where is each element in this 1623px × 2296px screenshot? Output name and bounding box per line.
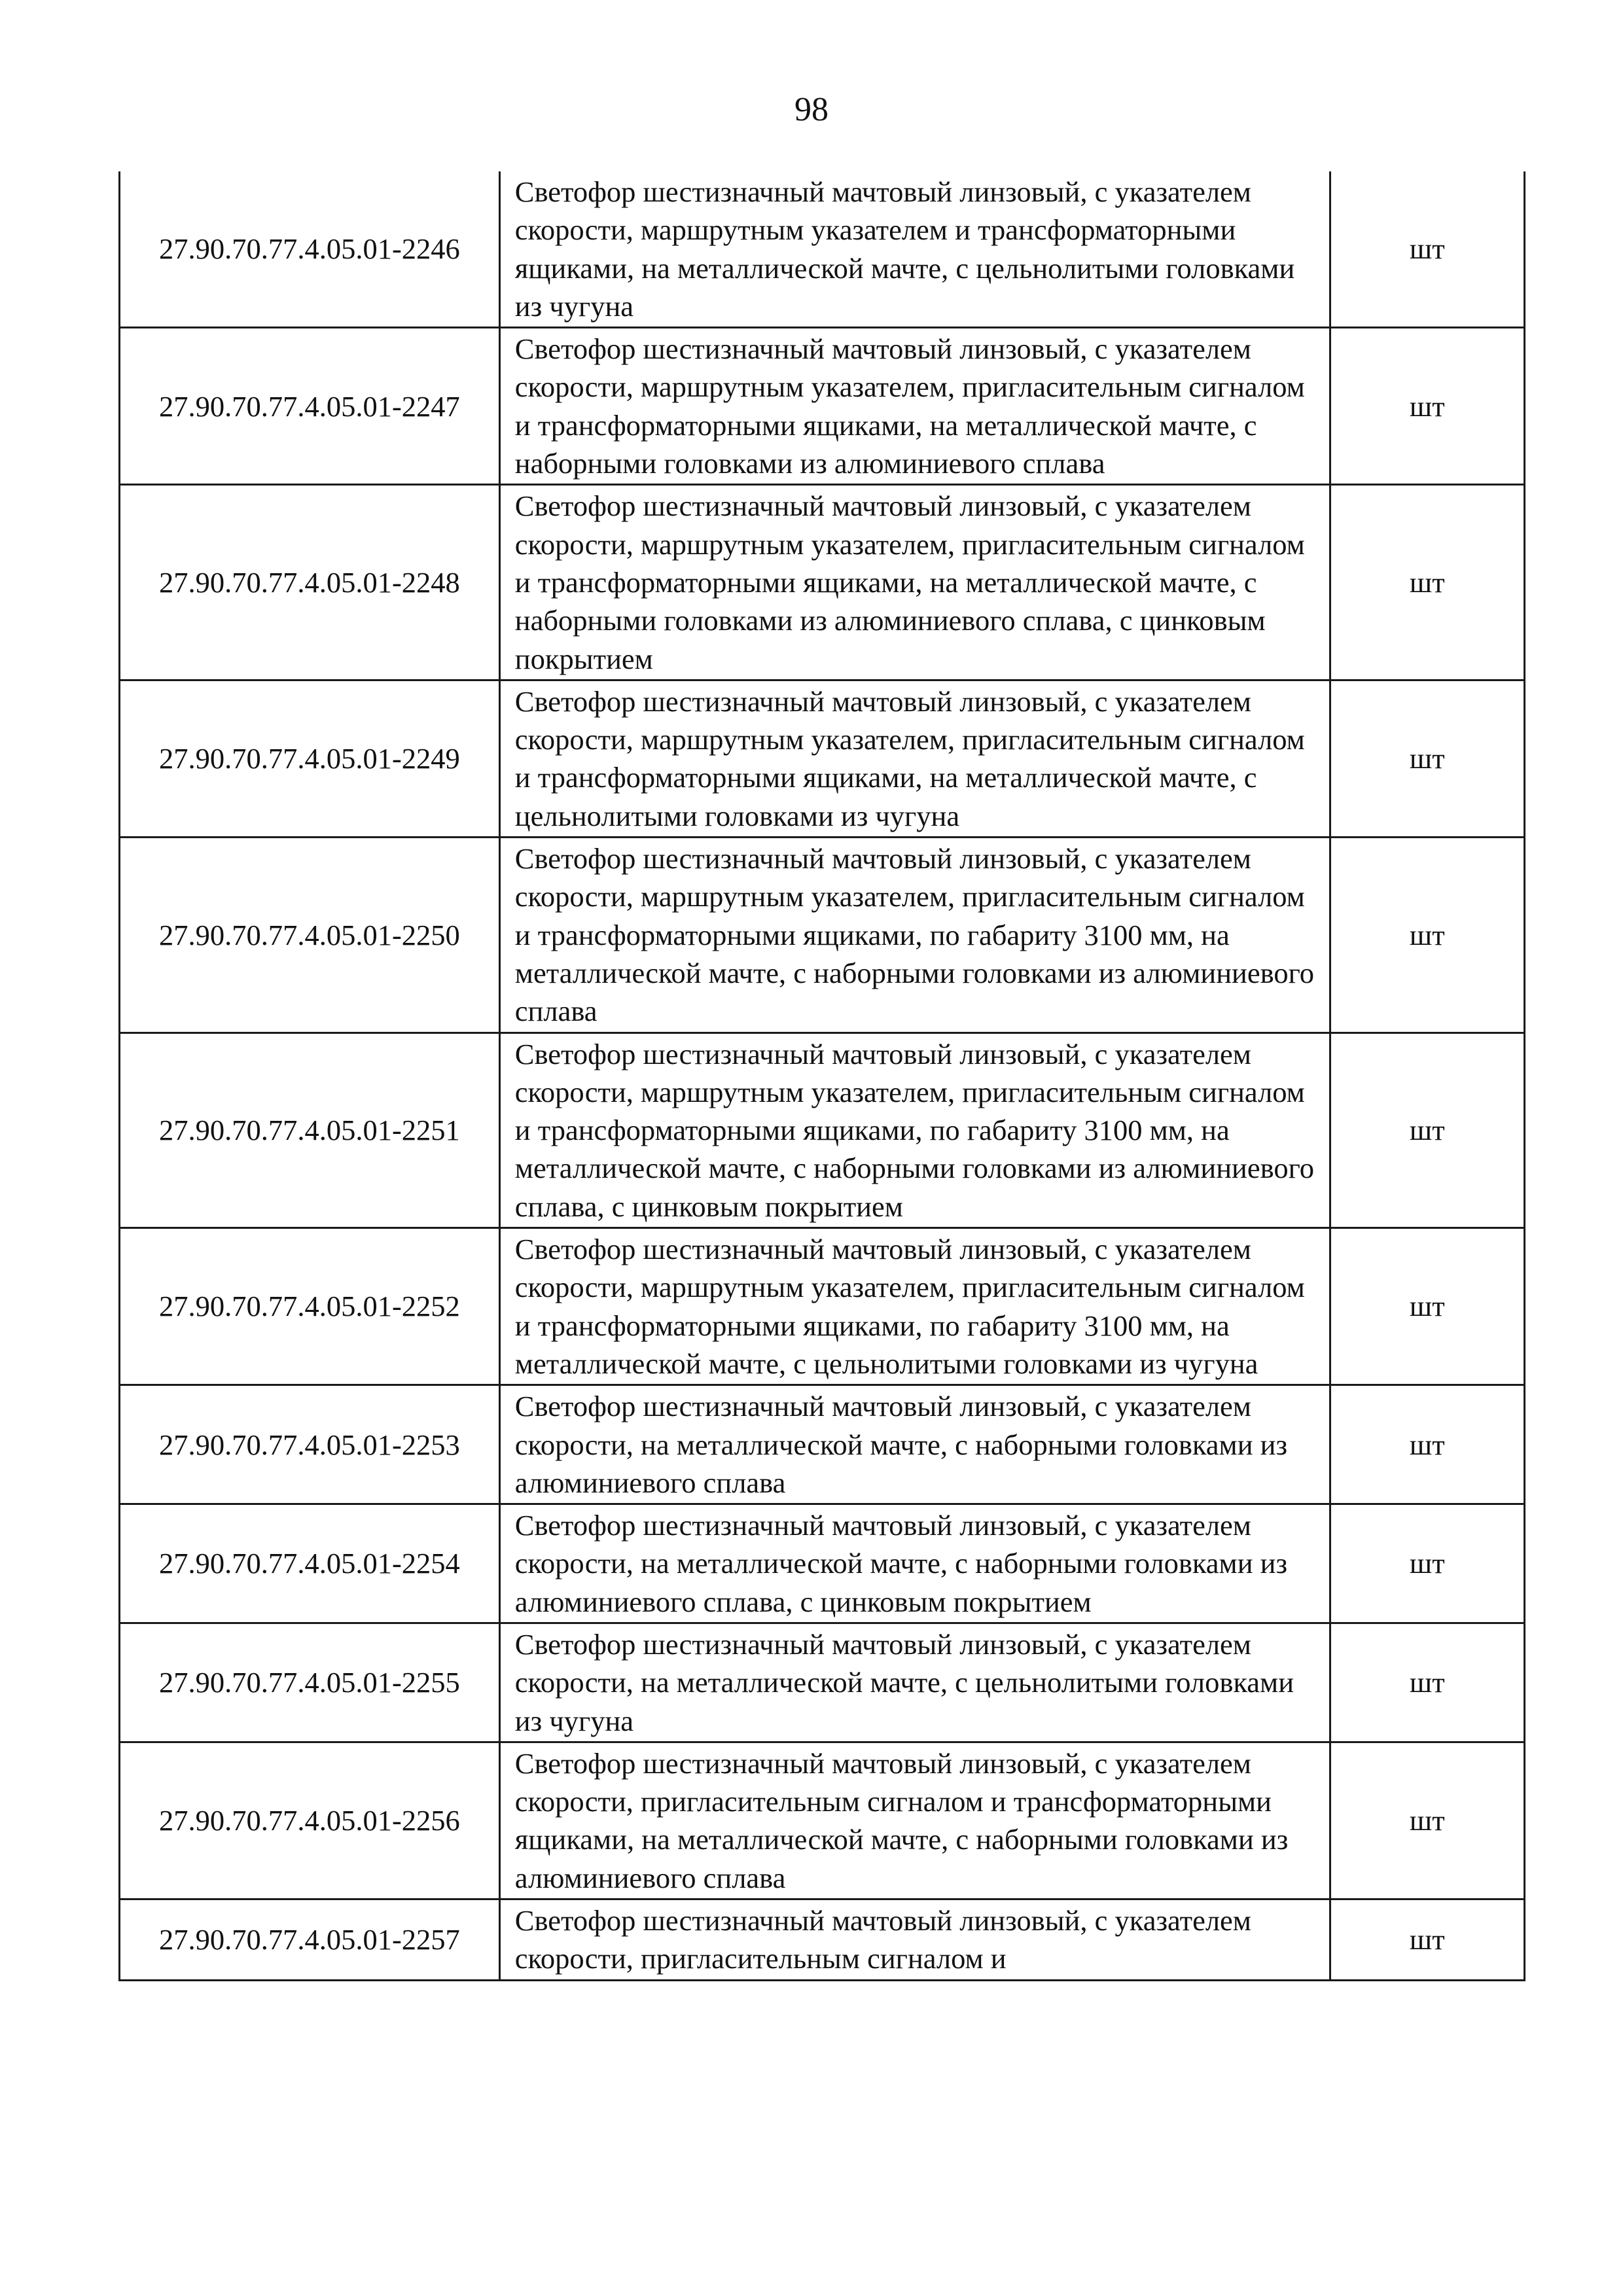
table-row — [120, 1228, 1525, 1385]
unit-of-measure: шт — [1330, 1504, 1524, 1623]
unit-of-measure: шт — [1330, 680, 1524, 837]
table-row — [120, 1899, 1525, 1981]
unit-of-measure: шт — [1330, 1385, 1524, 1504]
table-row — [120, 328, 1525, 485]
table-row — [120, 680, 1525, 837]
table-row — [120, 1385, 1525, 1504]
unit-of-measure: шт — [1330, 838, 1524, 1033]
resource-description: Светофор шестизначный мачтовый линзовый, с указателем скорости, пригласительным сигналом и — [499, 1899, 1330, 1981]
resource-code: 27.90.70.77.4.05.01-2248 — [120, 485, 500, 680]
unit-of-measure: шт — [1330, 1033, 1524, 1227]
resource-description: Светофор шестизначный мачтовый линзовый, с указателем скорости, на металлической мачте, с наборными головками из алюминиевого сплава — [499, 1385, 1330, 1504]
unit-of-measure: шт — [1330, 328, 1524, 485]
unit-of-measure: шт — [1330, 1899, 1524, 1981]
resource-description: Светофор шестизначный мачтовый линзовый, с указателем скорости, пригласительным сигналом и трансформаторными ящиками, на металлической мачте, с наборными головками из алюминиевого сплава — [499, 1742, 1330, 1899]
resource-description: Светофор шестизначный мачтовый линзовый, с указателем скорости, маршрутным указателем, пригласительным сигналом и трансформаторными ящиками, на металлической мачте, с наборными головками из алюминиевого сплава, с цинковым покрытием — [499, 485, 1330, 680]
resource-description: Светофор шестизначный мачтовый линзовый, с указателем скорости, маршрутным указателем, пригласительным сигналом и трансформаторными ящиками, по габариту 3100 мм, на металлической мачте, с цельнолитыми головками из чугуна — [499, 1228, 1330, 1385]
resource-description: Светофор шестизначный мачтовый линзовый, с указателем скорости, маршрутным указателем, пригласительным сигналом и трансформаторными ящиками, по габариту 3100 мм, на металлической мачте, с наборными головками из алюминиевого сплава, с цинковым покрытием — [499, 1033, 1330, 1227]
unit-of-measure: шт — [1330, 1623, 1524, 1742]
resource-code: 27.90.70.77.4.05.01-2250 — [120, 838, 500, 1033]
resource-description: Светофор шестизначный мачтовый линзовый, с указателем скорости, маршрутным указателем, пригласительным сигналом и трансформаторными ящиками, на металлической мачте, с цельнолитыми головками из чугуна — [499, 680, 1330, 837]
unit-of-measure: шт — [1330, 485, 1524, 680]
resource-description: Светофор шестизначный мачтовый линзовый, с указателем скорости, на металлической мачте, с цельнолитыми головками из чугуна — [499, 1623, 1330, 1742]
resource-description: Светофор шестизначный мачтовый линзовый, с указателем скорости, маршрутным указателем, пригласительным сигналом и трансформаторными ящиками, по габариту 3100 мм, на металлической мачте, с наборными головками из алюминиевого сплава — [499, 838, 1330, 1033]
table-row — [120, 171, 1525, 328]
table-row — [120, 1742, 1525, 1899]
table-row — [120, 1033, 1525, 1227]
resource-description: Светофор шестизначный мачтовый линзовый, с указателем скорости, на металлической мачте, с наборными головками из алюминиевого сплава, с цинковым покрытием — [499, 1504, 1330, 1623]
table-row — [120, 1504, 1525, 1623]
resource-code: 27.90.70.77.4.05.01-2256 — [120, 1742, 500, 1899]
resource-code: 27.90.70.77.4.05.01-2247 — [120, 328, 500, 485]
table-row — [120, 838, 1525, 1033]
unit-of-measure: шт — [1330, 171, 1524, 328]
resource-code: 27.90.70.77.4.05.01-2253 — [120, 1385, 500, 1504]
resource-code: 27.90.70.77.4.05.01-2251 — [120, 1033, 500, 1227]
resource-code: 27.90.70.77.4.05.01-2257 — [120, 1899, 500, 1981]
resource-description: Светофор шестизначный мачтовый линзовый, с указателем скорости, маршрутным указателем и трансформаторными ящиками, на металлической мачте, с цельнолитыми головками из чугуна — [499, 171, 1330, 328]
resource-code: 27.90.70.77.4.05.01-2249 — [120, 680, 500, 837]
resource-code: 27.90.70.77.4.05.01-2252 — [120, 1228, 500, 1385]
unit-of-measure: шт — [1330, 1742, 1524, 1899]
resource-code: 27.90.70.77.4.05.01-2246 — [120, 171, 500, 328]
unit-of-measure: шт — [1330, 1228, 1524, 1385]
resource-code: 27.90.70.77.4.05.01-2254 — [120, 1504, 500, 1623]
resource-code: 27.90.70.77.4.05.01-2255 — [120, 1623, 500, 1742]
table-row — [120, 485, 1525, 680]
resource-table — [118, 171, 1525, 1981]
table-row — [120, 1623, 1525, 1742]
resource-description: Светофор шестизначный мачтовый линзовый, с указателем скорости, маршрутным указателем, пригласительным сигналом и трансформаторными ящиками, на металлической мачте, с наборными головками из алюминиевого сплава — [499, 328, 1330, 485]
page-number: 98 — [794, 91, 829, 128]
